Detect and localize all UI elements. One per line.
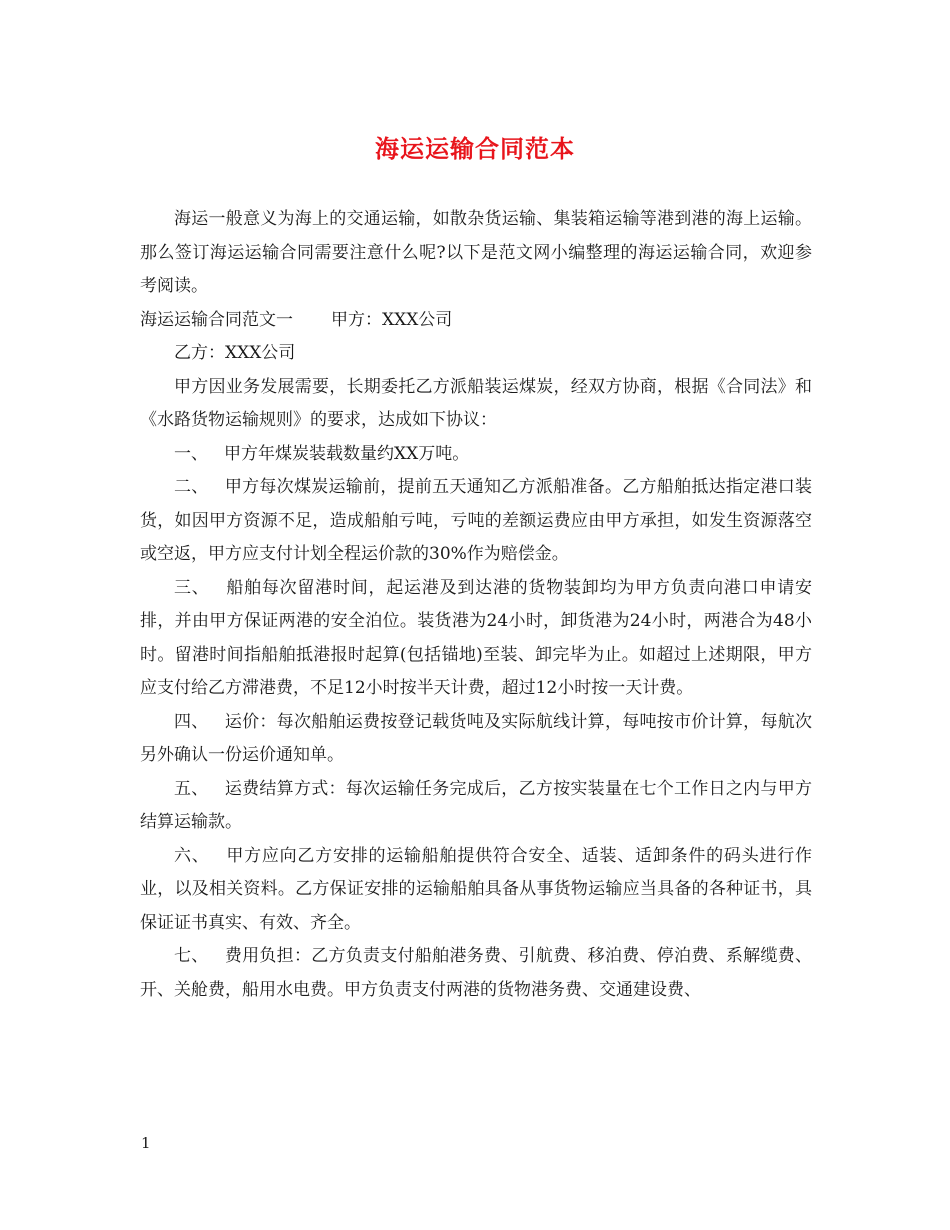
clause-number: 七、 <box>174 946 209 966</box>
clause-number: 一、 <box>174 443 208 464</box>
clause-text: 费用负担：乙方负责支付船舶港务费、引航费、移泊费、停泊费、系解缆费、开、关舱费，船用水电费。甲方负责支付两港的货物港务费、交通建设费、 <box>140 946 813 1000</box>
document-title: 海运运输合同范本 <box>375 134 575 163</box>
clause-number: 六、 <box>174 845 210 866</box>
example-heading: 海运运输合同范文一 <box>140 309 293 330</box>
clause-number: 四、 <box>174 711 209 732</box>
clause-number: 三、 <box>174 577 210 598</box>
example-heading-line <box>140 304 812 338</box>
clause-text: 运费结算方式：每次运输任务完成后，乙方按实装量在七个工作日之内与甲方结算运输款。 <box>140 778 813 832</box>
clause-text: 甲方年煤炭装载数量约XX万吨。 <box>224 443 470 464</box>
clause-7 <box>140 940 812 1007</box>
document-body <box>140 203 812 1007</box>
clause-text: 甲方每次煤炭运输前，提前五天通知乙方派船准备。乙方船舶抵达指定港口装货，如因甲方资源不足，造成船舶亏吨，亏吨的差额运费应由甲方承担，如发生资源落空或空返，甲方应支付计划全程运价款的30%作为赔偿金。 <box>140 477 813 564</box>
clause-3 <box>140 572 812 706</box>
clause-2 <box>140 471 812 572</box>
clause-text: 船舶每次留港时间，起运港及到达港的货物装卸均为甲方负责向港口申请安排，并由甲方保证两港的安全泊位。装货港为24小时，卸货港为24小时，两港合为48小时。留港时间指船舶抵港报时起算(包括锚地)至装、卸完毕为止。如超过上述期限，甲方应支付给乙方滞港费，不足12小时按半天计费，超过12小时按一天计费。 <box>140 577 813 698</box>
clause-6 <box>140 840 812 941</box>
preamble-paragraph: 甲方因业务发展需要，长期委托乙方派船装运煤炭，经双方协商，根据《合同法》和《水路货物运输规则》的要求，达成如下协议： <box>140 376 812 430</box>
clause-4 <box>140 706 812 773</box>
clause-1 <box>140 438 812 472</box>
intro-paragraph: 海运一般意义为海上的交通运输，如散杂货运输、集装箱运输等港到港的海上运输。那么签订海运运输合同需要注意什么呢?以下是范文网小编整理的海运运输合同，欢迎参考阅读。 <box>140 209 812 296</box>
clause-text: 甲方应向乙方安排的运输船舶提供符合安全、适装、适卸条件的码头进行作业，以及相关资料。乙方保证安排的运输船舶具备从事货物运输应当具备的各种证书，具保证证书真实、有效、齐全。 <box>140 845 813 933</box>
party-a: 甲方：XXX公司 <box>331 309 453 330</box>
page-number: 1 <box>141 1134 151 1152</box>
clause-number: 五、 <box>174 778 209 799</box>
clause-number: 二、 <box>174 477 209 497</box>
clause-5 <box>140 773 812 840</box>
clause-text: 运价：每次船舶运费按登记载货吨及实际航线计算，每吨按市价计算，每航次另外确认一份运价通知单。 <box>140 711 813 765</box>
party-b: 乙方：XXX公司 <box>174 343 296 363</box>
